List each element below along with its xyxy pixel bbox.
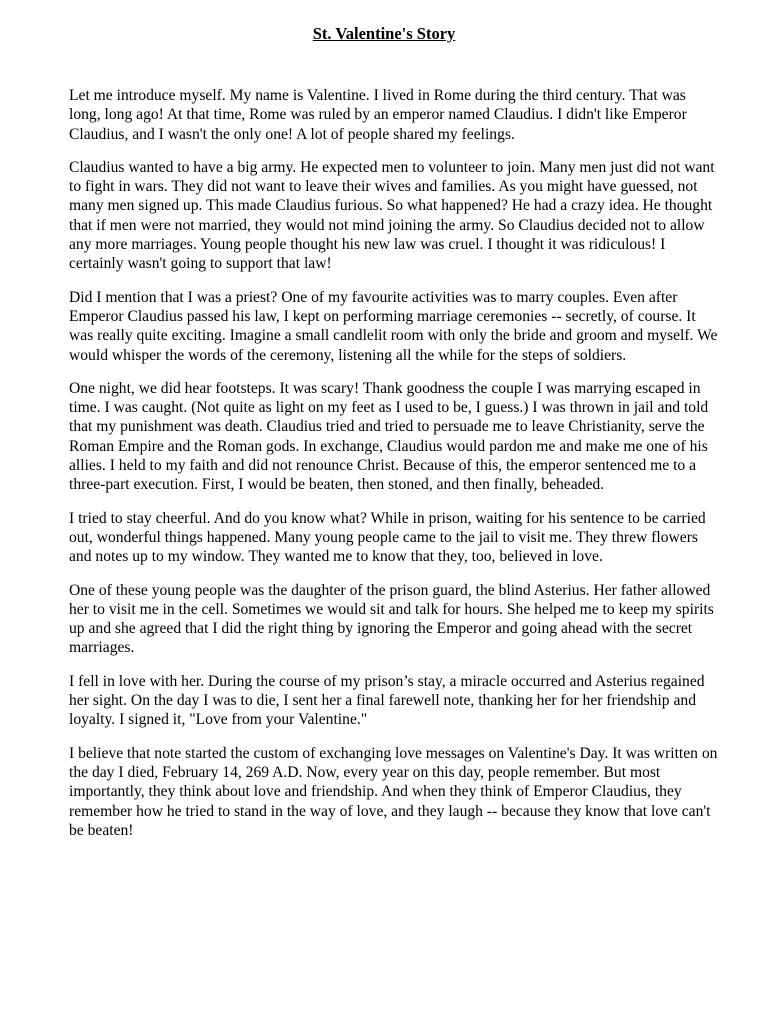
paragraph-1: Let me introduce myself. My name is Valentine. I lived in Rome during the third century. That was long, long ago! At that time, Rome was ruled by an emperor named Claudius. I didn't like Emperor Claudius, and I wasn't the only one! A lot of people shared my feelings.: [69, 87, 687, 143]
paragraph-6: One of these young people was the daughter of the prison guard, the blind Asterius. Her father allowed her to visit me in the cell. Sometimes we would sit and talk for hours. She helped me to keep my spirits up and she agreed that I did the right thing by ignoring the Emperor and going ahead with the secret marriages.: [69, 581, 714, 657]
paragraph-8: I believe that note started the custom of exchanging love messages on Valentine's Day. It was written on the day I died, February 14, 269 A.D. Now, every year on this day, people remember. But most importantly, they think about love and friendship. And when they think of Emperor Claudius, they remember how he tried to stand in the way of love, and they laugh -- because they know that love can't be beaten!: [69, 744, 718, 839]
paragraph-5: I tried to stay cheerful. And do you know what? While in prison, waiting for his sentence to be carried out, wonderful things happened. Many young people came to the jail to visit me. They threw flowers and notes up to my window. They wanted me to know that they, too, believed in love.: [69, 509, 706, 566]
document-title: St. Valentine's Story: [312, 24, 456, 43]
paragraph-7: I fell in love with her. During the course of my prison’s stay, a miracle occurred and Asterius regained her sight. On the day I was to die, I sent her a final farewell note, thanking her for her friendship and loyalty. I signed it, "Love from your Valentine.": [69, 672, 705, 729]
paragraph-4: One night, we did hear footsteps. It was scary! Thank goodness the couple I was marrying escaped in time. I was caught. (Not quite as light on my feet as I used to be, I guess.) I was thrown in jail and told that my punishment was death. Claudius tried and tried to persuade me to leave Christianity, serve the Roman Empire and the Roman gods. In exchange, Claudius would pardon me and make me one of his allies. I held to my faith and did not renounce Christ. Because of this, the emperor sentenced me to a three-part execution. First, I would be beaten, then stoned, and then finally, beheaded.: [69, 379, 709, 494]
paragraph-2: Claudius wanted to have a big army. He expected men to volunteer to join. Many men just did not want to fight in wars. They did not want to leave their wives and families. As you might have guessed, not many men signed up. This made Claudius furious. So what happened? He had a crazy idea. He thought that if men were not married, they would not mind joining the army. So Claudius decided not to allow any more marriages. Young people thought his new law was cruel. I thought it was ridiculous! I certainly wasn't going to support that law!: [69, 158, 715, 273]
document-body: [69, 86, 721, 854]
paragraph-3: Did I mention that I was a priest? One of my favourite activities was to marry couples. Even after Emperor Claudius passed his law, I kept on performing marriage ceremonies -- secretly, of course. It was really quite exciting. Imagine a small candlelit room with only the bride and groom and myself. We would whisper the words of the ceremony, listening all the while for the steps of soldiers.: [69, 288, 718, 364]
